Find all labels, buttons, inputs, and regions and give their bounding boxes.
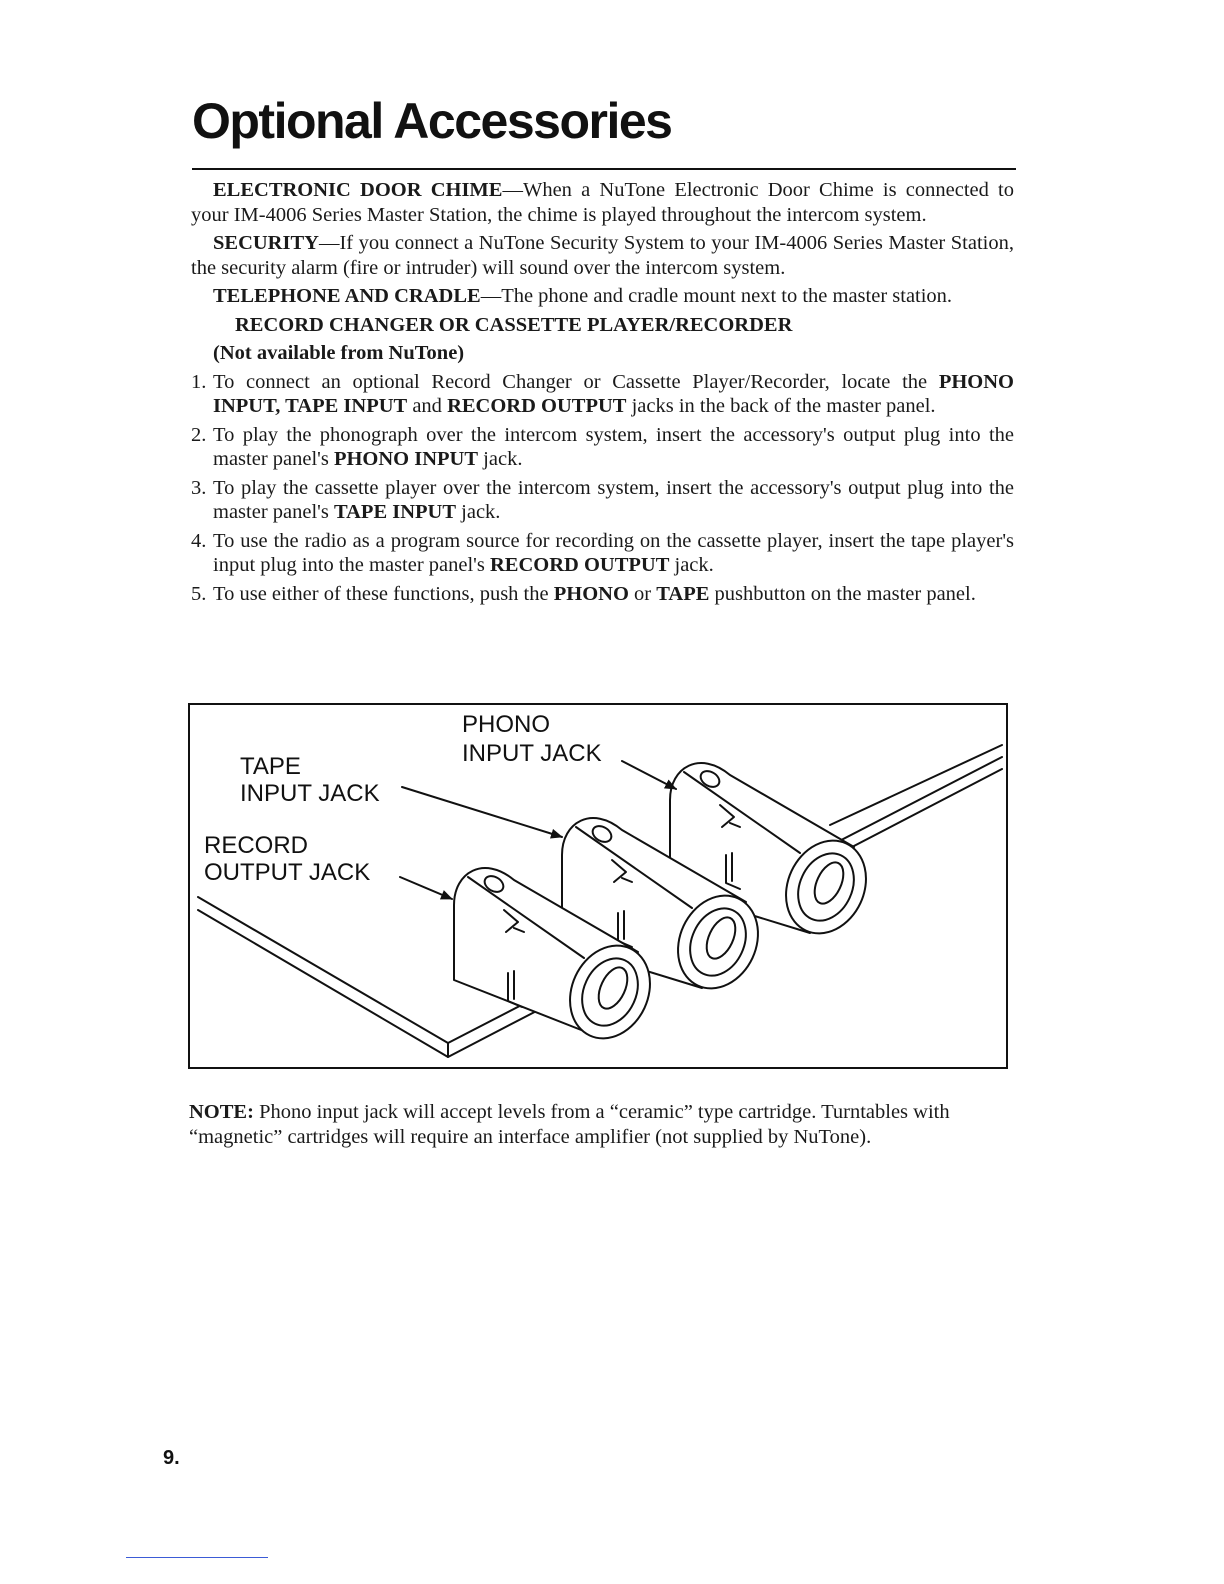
step-item [191,423,1014,472]
telephone-heading: TELEPHONE AND CRADLE [213,285,481,307]
tape-label-line-1: TAPE [240,753,301,780]
phono-arrow [622,761,676,789]
record-arrow [400,877,452,899]
note-text: Phono input jack will accept levels from a “ceramic” type cartridge. Turntables with “magnetic” cartridges will require an interface amplifier (not supplied by NuTone). [189,1101,950,1148]
step-text: pushbutton on the master panel. [709,582,976,605]
footer-rule [126,1557,268,1558]
body-text [191,178,1014,610]
step-item [191,582,1014,607]
step-item [191,476,1014,525]
step-item [191,370,1014,419]
security-heading: SECURITY [213,232,319,254]
panel-edge [198,897,448,1057]
step-text: jack. [669,554,714,576]
phono-label-line-1: PHONO [462,711,551,738]
chime-heading: ELECTRONIC DOOR CHIME [213,179,503,201]
step-text: To connect an optional Record Changer or Cassette Player/Recorder, locate the [213,370,939,393]
step-text: jack. [478,448,523,470]
step-bold-text: PHONO INPUT, TAPE INPUT [213,370,1014,417]
record-label-line-2: OUTPUT JACK [204,859,371,886]
step-number: 3. [191,476,207,499]
telephone-text: —The phone and cradle mount next to the master station. [480,285,953,307]
step-bold-text: RECORD OUTPUT [489,554,670,576]
step-text: To use either of these functions, push the [213,582,554,605]
step-number: 4. [191,529,207,552]
jack-diagram [188,703,1008,1069]
step-text: or [628,582,657,605]
steps-list [191,370,1014,607]
step-item [191,529,1014,578]
step-bold-text: PHONO INPUT [333,448,479,470]
note-label: NOTE: [189,1101,254,1123]
step-bold-text: RECORD OUTPUT [447,395,627,417]
step-text: To play the phonograph over the intercom system, insert the accessory's output plug into the master panel's [213,423,1014,470]
record-label-line-1: RECORD [204,832,309,859]
step-bold-text: TAPE INPUT [333,501,457,523]
step-bold-text: PHONO [553,582,629,605]
telephone-paragraph [191,284,1014,309]
tape-label-line-2: INPUT JACK [240,780,380,807]
step-text: jacks in the back of the master panel. [626,395,936,417]
phono-label-line-2: INPUT JACK [462,740,602,767]
cartridge-note [189,1100,1013,1150]
title-rule [192,168,1016,170]
page-number: 9. [163,1447,180,1469]
chime-paragraph [191,178,1014,227]
record-heading: RECORD CHANGER OR CASSETTE PLAYER/RECORDER [235,313,793,336]
step-text: and [407,395,448,417]
tape-arrow [402,787,562,837]
step-text: To use the radio as a program source for recording on the cassette player, insert the tape player's input plug into the master panel's [213,529,1014,576]
record-availability-note: (Not available from NuTone) [213,342,465,364]
chime-text: —When a NuTone Electronic Door Chime is connected to your IM-4006 Series Master Station, the chime is played throughout the intercom system. [191,179,1014,226]
page-title: Optional Accessories [192,93,672,149]
step-text: To play the cassette player over the intercom system, insert the accessory's output plug into the master panel's [213,476,1014,523]
step-number: 2. [191,423,207,446]
step-number: 5. [191,582,207,605]
security-text: —If you connect a NuTone Security System to your IM-4006 Series Master Station, the security alarm (fire or intruder) will sound over the intercom system. [191,232,1014,279]
step-number: 1. [191,370,207,393]
step-text: jack. [456,501,501,523]
step-bold-text: TAPE [656,582,710,605]
security-paragraph [191,231,1014,280]
